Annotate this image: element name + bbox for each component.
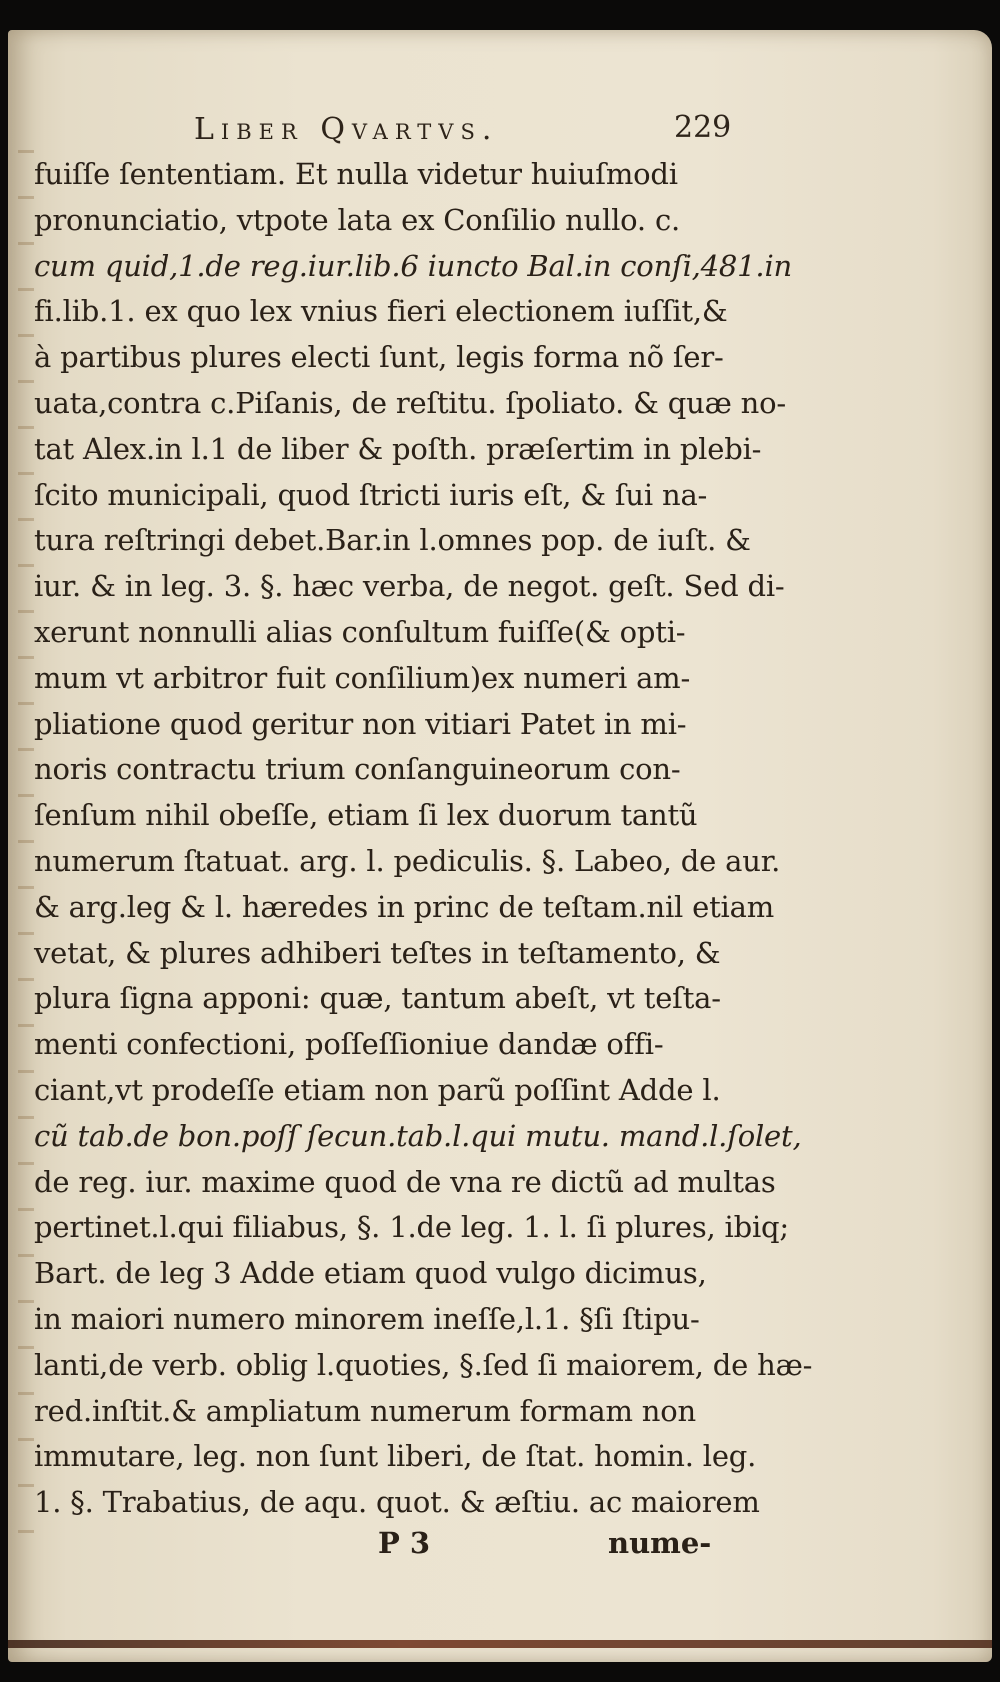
text-line: numerum ſtatuat. arg. l. pediculis. §. Labeo, de aur.: [34, 843, 781, 878]
text-line: ſenſum nihil obeſſe, etiam ſi lex duorum tantũ: [34, 798, 698, 833]
text-line: vetat, & plures adhiberi teſtes in teſtamento, &: [34, 935, 721, 970]
text-line: fi.lib.1. ex quo lex vnius fieri electionem iuſſit,&: [34, 294, 728, 329]
text-line: pertinet.l.qui filiabus, §. 1.de leg. 1. l. ſi plures, ibiq;: [34, 1210, 789, 1245]
text-line: uata,contra c.Piſanis, de reſtitu. ſpoliato. & quæ no-: [34, 385, 786, 420]
text-line: pliatione quod geritur non vitiari Patet in mi-: [34, 706, 687, 741]
footer-line: [34, 1526, 734, 1568]
text-line: noris contractu trium conſanguineorum con-: [34, 752, 681, 787]
text-line: pronunciatio, vtpote lata ex Conſilio nullo. c.: [34, 202, 681, 237]
top-dark-border: [0, 0, 1000, 34]
signature-mark: P 3: [378, 1525, 431, 1560]
text-line: fuiſſe ſententiam. Et nulla videtur huiuſmodi: [34, 157, 678, 191]
text-line: tat Alex.in l.1 de liber & poſth. præſertim in plebi-: [34, 431, 762, 466]
text-block: [34, 104, 813, 1568]
text-line: 1. §. Trabatius, de aqu. quot. & æſtiu. ac maiorem: [34, 1485, 760, 1520]
text-line: ſcito municipali, quod ſtricti iuris eſt, & ſui na-: [34, 477, 708, 512]
text-line: iur. & in leg. 3. §. hæc verba, de negot. geſt. Sed di-: [34, 569, 785, 604]
text-line: cum quid,1.de reg.iur.lib.6 iuncto Bal.in conſi,481.in: [34, 248, 792, 283]
text-line: ciant,vt prodeſſe etiam non parũ poſſint Adde l.: [34, 1072, 721, 1107]
text-line: Bart. de leg 3 Adde etiam quod vulgo dicimus,: [34, 1256, 707, 1291]
text-line: in maiori numero minorem ineſſe,l.1. §ſi ſtipu-: [34, 1301, 700, 1336]
body-text: [34, 152, 813, 1526]
text-line: immutare, leg. non ſunt liberi, de ſtat. homin. leg.: [34, 1439, 757, 1474]
binding-gutter: [18, 150, 34, 1550]
text-line: tura reſtringi debet.Bar.in l.omnes pop. de iuſt. &: [34, 523, 751, 558]
catchword: nume-: [608, 1525, 712, 1560]
text-line: red.inſtit.& ampliatum numerum formam non: [34, 1393, 697, 1428]
text-line: & arg.leg & l. hæredes in princ de teſtam.nil etiam: [34, 889, 775, 924]
text-line: à partibus plures electi ſunt, legis forma nõ ſer-: [34, 340, 724, 375]
text-line: lanti,de verb. oblig l.quoties, §.ſed ſi maiorem, de hæ-: [34, 1347, 813, 1382]
page-bottom-edge: [8, 1640, 992, 1648]
running-head: [34, 104, 734, 150]
text-line: menti confectioni, poſſeſſioniue dandæ offi-: [34, 1027, 664, 1062]
text-line: xerunt nonnulli alias conſultum fuiſſe(& opti-: [34, 614, 686, 649]
running-title: Liber Qvartvs.: [194, 112, 499, 147]
text-line: de reg. iur. maxime quod de vna re dictũ ad multas: [34, 1164, 776, 1199]
page-number: 229: [674, 110, 732, 145]
text-line: mum vt arbitror fuit conſilium)ex numeri am-: [34, 660, 691, 695]
text-line: plura ſigna apponi: quæ, tantum abeſt, vt teſta-: [34, 981, 721, 1016]
text-line: cũ tab.de bon.poſſ ſecun.tab.l.qui mutu. mand.l.ſolet,: [34, 1118, 802, 1153]
